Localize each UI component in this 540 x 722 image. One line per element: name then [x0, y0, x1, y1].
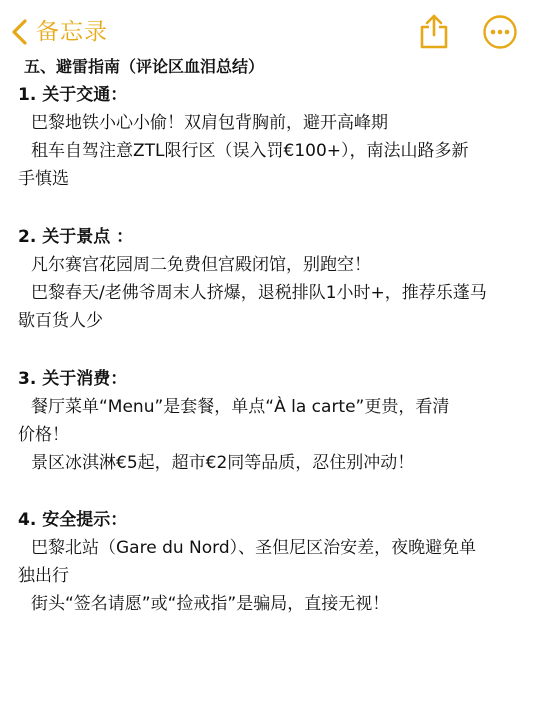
back-button-label: 备忘录 [36, 19, 108, 45]
note-line: 街头“签名请愿”或“捡戒指”是骗局，直接无视！ [31, 594, 390, 614]
section-heading: 1. 关于交通： [18, 85, 128, 105]
more-button[interactable] [482, 14, 518, 50]
share-button[interactable] [416, 12, 452, 50]
note-line: 歇百货人少 [18, 311, 103, 331]
note-line: 餐厅菜单“Menu”是套餐，单点“À la carte”更贵，看清 [31, 397, 450, 417]
note-line: 独出行 [18, 566, 69, 586]
section-title: 五、避雷指南（评论区血泪总结） [24, 57, 265, 76]
back-button[interactable] [8, 14, 108, 50]
note-line: 手慎选 [18, 169, 69, 189]
note-line: 租车自驾注意ZTL限行区（误入罚€100+），南法山路多新 [31, 141, 469, 161]
section-heading: 2. 关于景点 ： [18, 227, 134, 247]
note-line: 巴黎春天/老佛爷周末人挤爆，退税排队1小时+，推荐乐蓬马 [31, 283, 487, 303]
note-line: 景区冰淇淋€5起，超市€2同等品质，忍住别冲动！ [31, 453, 415, 473]
note-line: 凡尔赛宫花园周二免费但宫殿闭馆，别跑空！ [31, 255, 371, 275]
section-heading: 4. 安全提示： [18, 510, 128, 530]
note-line: 巴黎北站（Gare du Nord）、圣但尼区治安差，夜晚避免单 [31, 538, 477, 558]
navigation-bar [0, 0, 540, 60]
ellipsis-circle-icon [482, 14, 518, 50]
section-heading: 3. 关于消费： [18, 369, 128, 389]
share-icon [416, 12, 452, 50]
note-line: 巴黎地铁小心小偷！双肩包背胸前，避开高峰期 [31, 113, 388, 133]
note-line: 价格！ [18, 425, 69, 445]
chevron-left-icon [8, 17, 32, 47]
